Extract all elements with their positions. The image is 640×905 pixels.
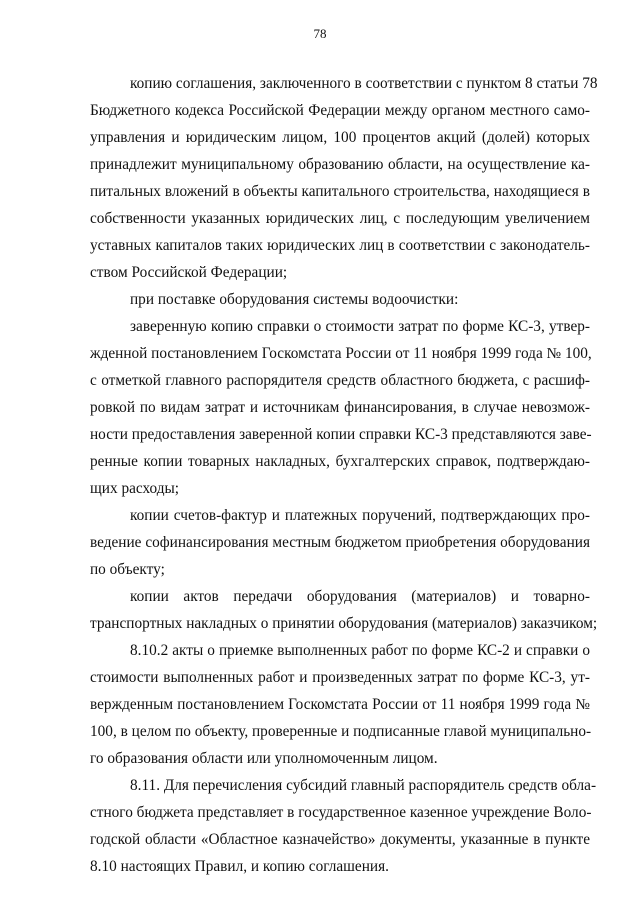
text-line: стоимости выполненных работ и произведенных затрат по форме КС-3, ут- <box>90 669 590 686</box>
text-line: 8.10 настоящих Правил, и копию соглашения. <box>90 858 389 875</box>
text-line: при поставке оборудования системы водоочистки: <box>130 291 459 308</box>
text-line: копию соглашения, заключенного в соответствии с пунктом 8 статьи 78 <box>130 75 598 92</box>
text-line: принадлежит муниципальному образованию области, на осуществление ка- <box>90 156 590 173</box>
text-line: стного бюджета представляет в государственное казенное учреждение Воло- <box>90 804 592 821</box>
text-line: заверенную копию справки о стоимости затрат по форме КС-3, утвер- <box>130 318 590 335</box>
text-line: ведение софинансирования местным бюджетом приобретения оборудования <box>90 534 590 551</box>
text-line: жденной постановлением Госкомстата России от 11 ноября 1999 года № 100, <box>90 345 592 362</box>
text-line: по объекту; <box>90 561 165 578</box>
text-line: уставных капиталов таких юридических лиц в соответствии с законодатель- <box>90 237 590 254</box>
text-line: питальных вложений в объекты капитального строительства, находящиеся в <box>90 183 590 200</box>
text-line: 8.11. Для перечисления субсидий главный распорядитель средств обла- <box>130 777 597 794</box>
text-line: Бюджетного кодекса Российской Федерации между органом местного само- <box>90 102 590 119</box>
text-line: ровкой по видам затрат и источникам финансирования, в случае невозмож- <box>90 399 590 416</box>
text-line: 8.10.2 акты о приемке выполненных работ по форме КС-2 и справки о <box>130 642 590 659</box>
text-line: копии счетов-фактур и платежных поручений, подтверждающих про- <box>130 507 590 524</box>
text-line: транспортных накладных о принятии оборудования (материалов) заказчиком; <box>90 615 598 632</box>
page-number: 78 <box>313 26 327 41</box>
text-line: с отметкой главного распорядителя средств областного бюджета, с расшиф- <box>90 372 590 389</box>
text-line: 100, в целом по объекту, проверенные и подписанные главой муниципально- <box>90 723 592 740</box>
text-line: вержденным постановлением Госкомстата России от 11 ноября 1999 года № <box>90 696 590 713</box>
text-line: управления и юридическим лицом, 100 процентов акций (долей) которых <box>90 129 590 146</box>
text-line: собственности указанных юридических лиц, с последующим увеличением <box>90 210 590 227</box>
text-line: ренные копии товарных накладных, бухгалтерских справок, подтверждаю- <box>90 453 590 470</box>
text-line: го образования области или уполномоченным лицом. <box>90 750 438 767</box>
text-line: копии актов передачи оборудования (материалов) и товарно- <box>130 588 590 605</box>
text-line: ством Российской Федерации; <box>90 264 288 281</box>
text-line: годской области «Областное казначейство» документы, указанные в пункте <box>90 831 590 848</box>
text-line: щих расходы; <box>90 480 180 497</box>
text-line: ности предоставления заверенной копии справки КС-3 представляются заве- <box>90 426 592 443</box>
